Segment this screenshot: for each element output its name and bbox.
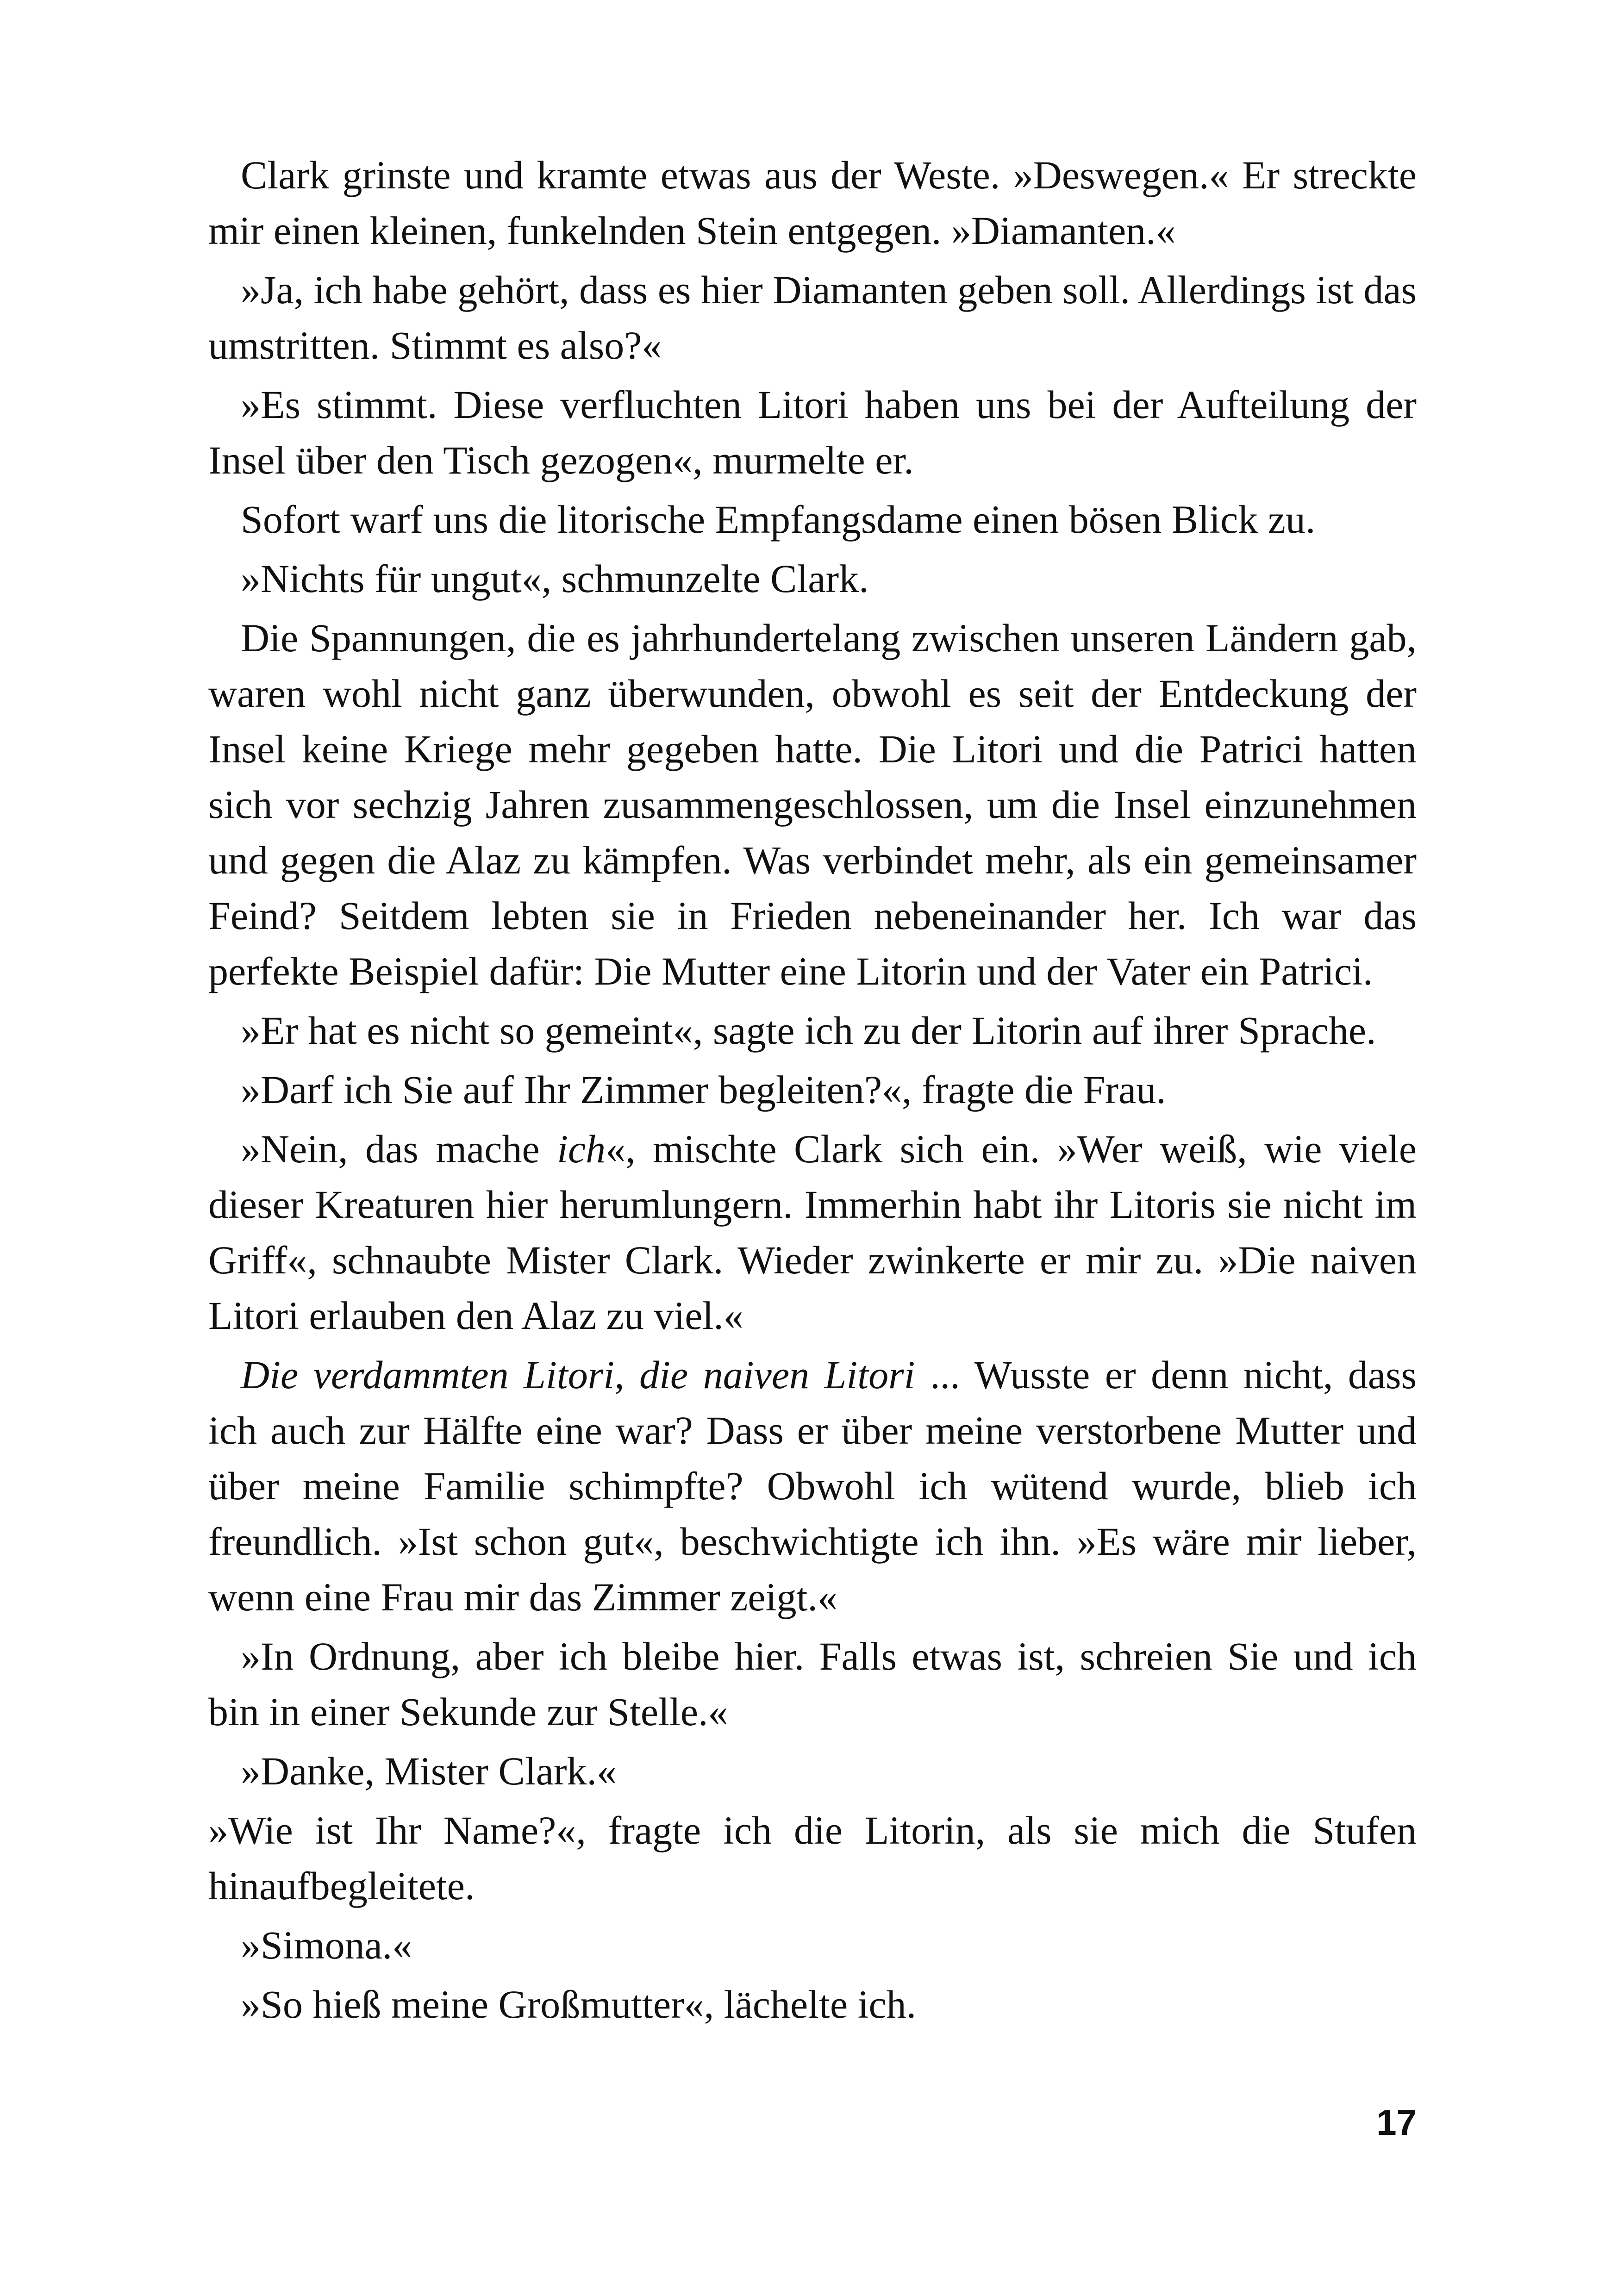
- paragraph-text: »Nein, das mache: [241, 1127, 557, 1171]
- paragraph-3: [208, 377, 1417, 488]
- italic-emphasis: ich: [557, 1127, 606, 1171]
- paragraph-text: ... Wusste er denn nicht, dass ich auch zur Hälfte eine war? Dass er über meine verstorbene Mutter und über meine Familie schimpfte? Obwohl ich wütend wurde, blieb ich freundlich. »Ist schon gut«, beschwichtigte ich ihn. »Es wäre mir lieber, wenn eine Frau mir das Zimmer zeigt.«: [208, 1353, 1417, 1619]
- paragraph-8: [208, 1062, 1417, 1117]
- paragraph-14: [208, 1917, 1417, 1973]
- paragraph-text: »Nichts für ungut«, schmunzelte Clark.: [241, 556, 869, 601]
- paragraph-text: «, mischte Clark sich ein. »Wer weiß, wie viele dieser Kreaturen hier herumlungern. Immerhin habt ihr Litoris sie nicht im Griff«, schnaubte Mister Clark. Wieder zwinkerte er mir zu. »Die naiven Litori erlauben den Alaz zu viel.«: [208, 1127, 1417, 1338]
- paragraph-text: »Er hat es nicht so gemeint«, sagte ich zu der Litorin auf ihrer Sprache.: [241, 1008, 1376, 1053]
- paragraph-text: »Simona.«: [241, 1923, 412, 1967]
- paragraph-text: »Danke, Mister Clark.«: [241, 1749, 617, 1793]
- paragraph-text: Die Spannungen, die es jahrhundertelang zwischen unseren Ländern gab, waren wohl nicht ganz überwunden, obwohl es seit der Entdeckung der Insel keine Kriege mehr gegeben hatte. Die Litori und die Patrici hatten sich vor sechzig Jahren zusammengeschlossen, um die Insel einzunehmen und gegen die Alaz zu kämpfen. Was verbindet mehr, als ein gemeinsamer Feind? Seitdem lebten sie in Frieden nebeneinander her. Ich war das perfekte Beispiel dafür: Die Mutter eine Litorin und der Vater ein Patrici.: [208, 616, 1417, 993]
- paragraph-4: [208, 492, 1417, 547]
- paragraph-2: [208, 262, 1417, 373]
- italic-emphasis: Die verdammten Litori, die naiven Litori: [241, 1353, 915, 1397]
- body-text: [208, 147, 1417, 2036]
- paragraph-text: »Wie ist Ihr Name?«, fragte ich die Litorin, als sie mich die Stufen hinaufbegleitete.: [208, 1808, 1417, 1908]
- page-number: 17: [1376, 2102, 1417, 2143]
- paragraph-text: »So hieß meine Großmutter«, lächelte ich.: [241, 1982, 917, 2027]
- paragraph-1: [208, 147, 1417, 258]
- paragraph-text: Sofort warf uns die litorische Empfangsdame einen bösen Blick zu.: [241, 497, 1316, 542]
- paragraph-13: [208, 1802, 1417, 1914]
- paragraph-text: Clark grinste und kramte etwas aus der Weste. »Deswegen.« Er streckte mir einen kleinen, funkelnden Stein entgegen. »Diamanten.«: [208, 153, 1417, 253]
- paragraph-12: [208, 1743, 1417, 1799]
- paragraph-text: »Darf ich Sie auf Ihr Zimmer begleiten?«, fragte die Frau.: [241, 1067, 1166, 1112]
- paragraph-5: [208, 551, 1417, 606]
- paragraph-11: [208, 1628, 1417, 1740]
- paragraph-9: [208, 1121, 1417, 1343]
- paragraph-15: [208, 1977, 1417, 2032]
- paragraph-text: »In Ordnung, aber ich bleibe hier. Falls etwas ist, schreien Sie und ich bin in einer Sekunde zur Stelle.«: [208, 1634, 1417, 1734]
- paragraph-10: [208, 1347, 1417, 1625]
- paragraph-text: »Ja, ich habe gehört, dass es hier Diamanten geben soll. Allerdings ist das umstritten. Stimmt es also?«: [208, 268, 1417, 368]
- paragraph-6: [208, 610, 1417, 999]
- paragraph-7: [208, 1003, 1417, 1058]
- paragraph-text: »Es stimmt. Diese verfluchten Litori haben uns bei der Aufteilung der Insel über den Tisch gezogen«, murmelte er.: [208, 382, 1417, 482]
